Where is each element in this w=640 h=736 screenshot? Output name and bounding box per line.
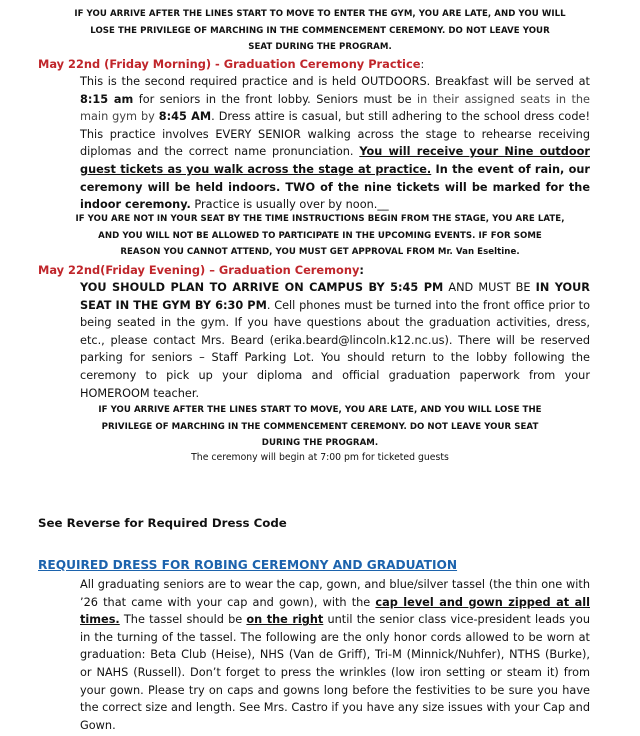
dress-code-paragraph: All graduating seniors are to wear the cap, gown, and blue/silver tassel (the thin one with ’26 that came with your cap and gown), with the cap level and gown zipped at all times. The tassel should be on the right until the senior class vice-president leads you in the turning of the tassel. The following are the only honor cords allowed to be worn at graduation: Beta Club (Heise), NHS (Van de Griff), Tri-M (Minnick/Nuhfer), NTHS (Burke), or NAHS (Russell). Don’t forget to press the wrinkles (low iron setting or steam it) from your gown. Please try on caps and gowns long before the festivities to be sure you have the correct size and length. See Mrs. Castro if you have any size issues with your Cap and Gown. [80, 578, 590, 732]
ceremony-paragraph: YOU SHOULD PLAN TO ARRIVE ON CAMPUS BY 5:45 PM AND MUST BE IN YOUR SEAT IN THE GYM BY 6:30 PM. Cell phones must be turned into the front office prior to being seated in the gym. If you have questions about the graduation activities, dress, etc., please contact Mrs. Beard (erika.beard@lincoln.k12.nc.us). There will be reserved parking for seniors – Staff Parking Lot. You should return to the lobby following the ceremony to pick up your diploma and official graduation paperwork from your HOMEROOM teacher. [80, 281, 591, 400]
practice-paragraph: This is the second required practice and is held OUTDOORS. Breakfast will be served at 8:15 am for seniors in the front lobby. Seniors must be in their assigned seats in the main gym by 8:45 AM. Dress attire is casual, but still adhering to the school dress code! This practice involves EVERY SENIOR walking across the stage to rehearse receiving diplomas and the correct name pronunciation. You will receive your Nine outdoor guest tickets as you walk across the stage at practice. In the event of rain, our ceremony will be held indoors. TWO of the nine tickets will be marked for the indoor ceremony. Practice is usually over by noon.__ [80, 75, 591, 212]
ceremony-late-warning: IF YOU ARRIVE AFTER THE LINES START TO MOVE, YOU ARE LATE, AND YOU WILL LOSE THE PRIVILEGE OF MARCHING IN THE COMMENCEMENT CEREMONY. DO NOT LEAVE YOUR SEAT DURING THE PROGRAM. [98, 405, 542, 448]
dress-code-title: REQUIRED DRESS FOR ROBING CEREMONY AND GRADUATION [38, 558, 458, 572]
practice-heading: May 22nd (Friday Morning) - Graduation Ceremony Practice: [38, 57, 425, 71]
see-reverse-note: See Reverse for Required Dress Code [38, 516, 287, 530]
ceremony-heading: May 22nd(Friday Evening) – Graduation Ceremony: [38, 263, 364, 277]
top-late-warning: IF YOU ARRIVE AFTER THE LINES START TO MOVE TO ENTER THE GYM, YOU ARE LATE, AND YOU WILL LOSE THE PRIVILEGE OF MARCHING IN THE COMMENCEMENT CEREMONY. DO NOT LEAVE YOUR SEAT DURING THE PROGRAM. [74, 9, 566, 52]
practice-late-warning: IF YOU ARE NOT IN YOUR SEAT BY THE TIME INSTRUCTIONS BEGIN FROM THE STAGE, YOU ARE LATE, AND YOU WILL NOT BE ALLOWED TO PARTICIPATE IN THE UPCOMING EVENTS. IF FOR SOME REASON YOU CANNOT ATTEND, YOU MUST GET APPROVAL FROM Mr. Van Eseltine. [75, 214, 565, 257]
ceremony-start-note: The ceremony will begin at 7:00 pm for ticketed guests [191, 452, 449, 463]
